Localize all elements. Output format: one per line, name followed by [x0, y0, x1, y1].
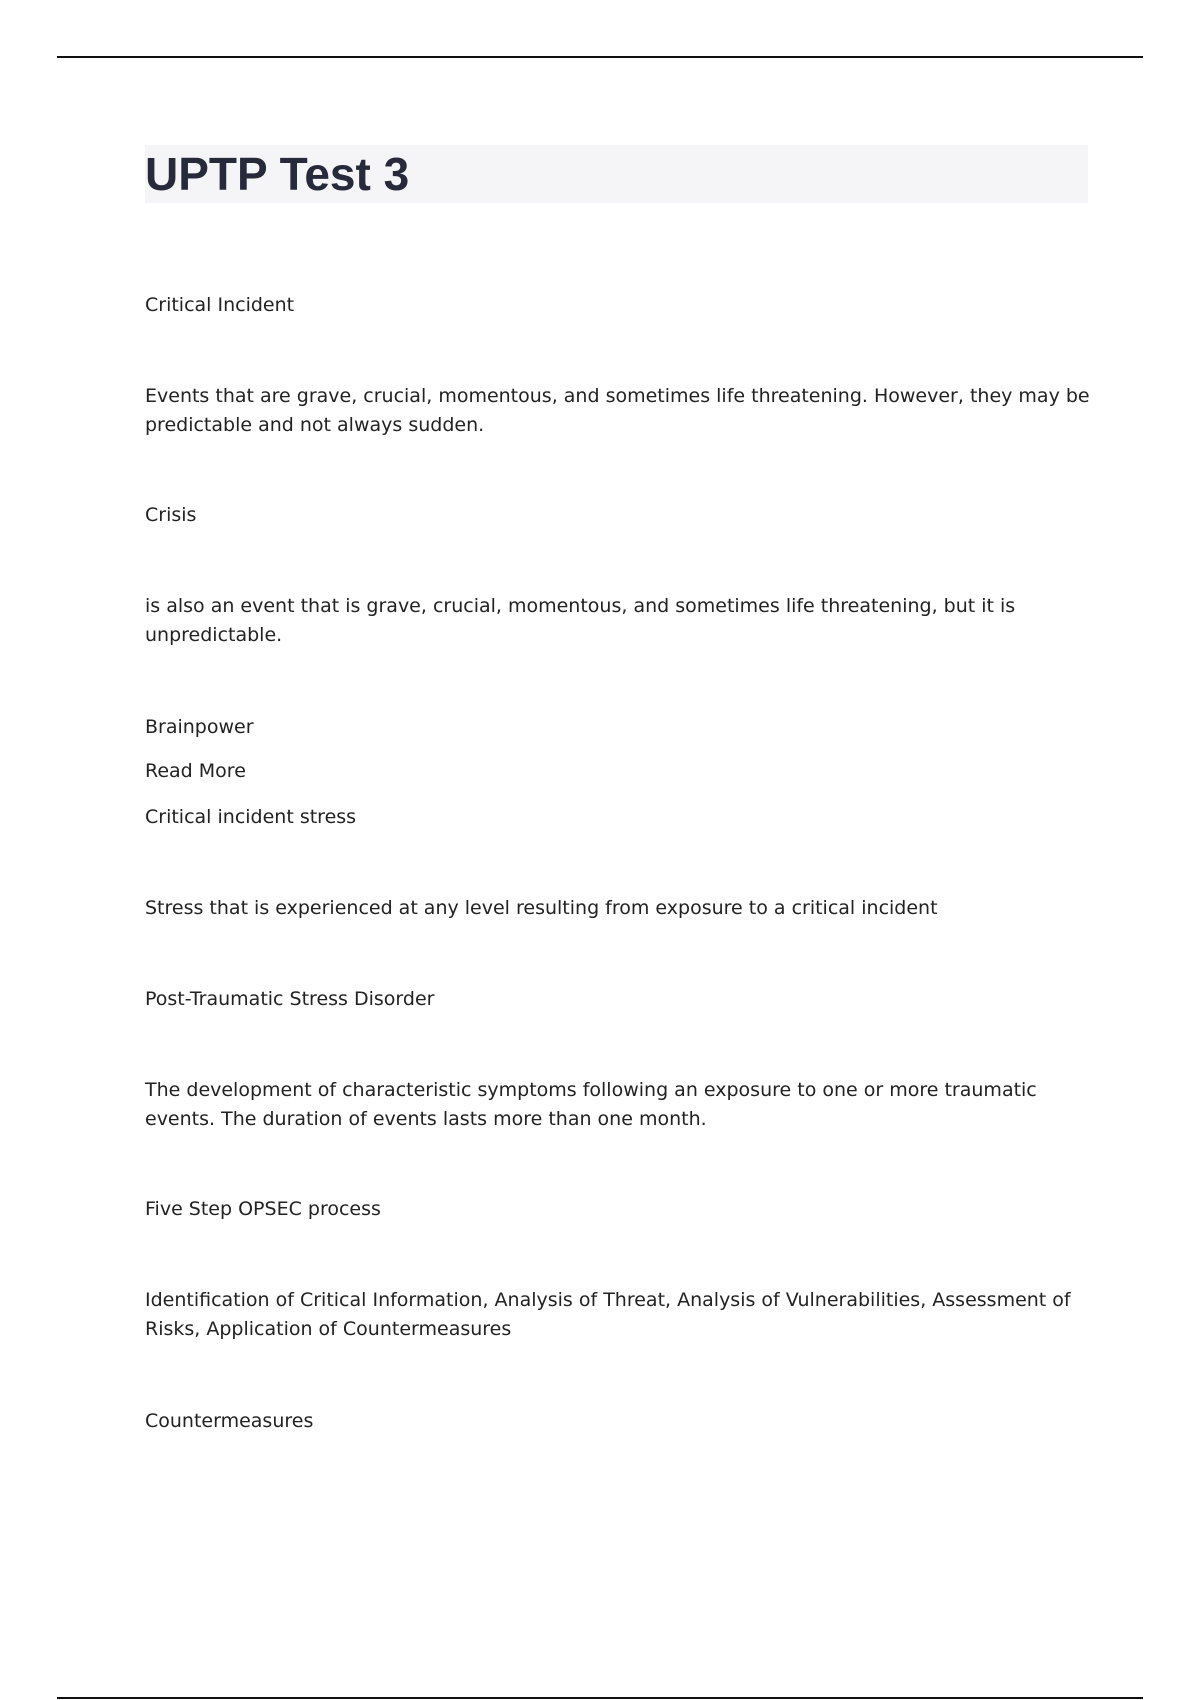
term-critical-incident: Critical Incident — [145, 294, 295, 316]
read-more-link[interactable]: Read More — [145, 760, 246, 782]
page-title: UPTP Test 3 — [145, 148, 410, 200]
term-brainpower: Brainpower — [145, 716, 254, 738]
term-countermeasures: Countermeasures — [145, 1410, 314, 1432]
definition-ptsd: The development of characteristic symptoms following an exposure to one or more traumatic events. The duration of events lasts more than one month. — [145, 1079, 1037, 1130]
definition-critical-incident-stress: Stress that is experienced at any level resulting from exposure to a critical incident — [145, 897, 938, 919]
definition-opsec-process: Identification of Critical Information, Analysis of Threat, Analysis of Vulnerabilities, Assessment of Risks, Application of Countermeasures — [145, 1289, 1071, 1340]
top-divider — [57, 56, 1143, 58]
term-crisis: Crisis — [145, 504, 197, 526]
term-critical-incident-stress: Critical incident stress — [145, 806, 357, 828]
definition-crisis: is also an event that is grave, crucial, momentous, and sometimes life threatening, but it is unpredictable. — [145, 595, 1016, 646]
term-opsec-process: Five Step OPSEC process — [145, 1198, 381, 1220]
bottom-divider — [57, 1697, 1143, 1699]
definition-critical-incident: Events that are grave, crucial, momentous, and sometimes life threatening. However, they may be predictable and not always sudden. — [145, 385, 1090, 436]
term-ptsd: Post-Traumatic Stress Disorder — [145, 988, 435, 1010]
